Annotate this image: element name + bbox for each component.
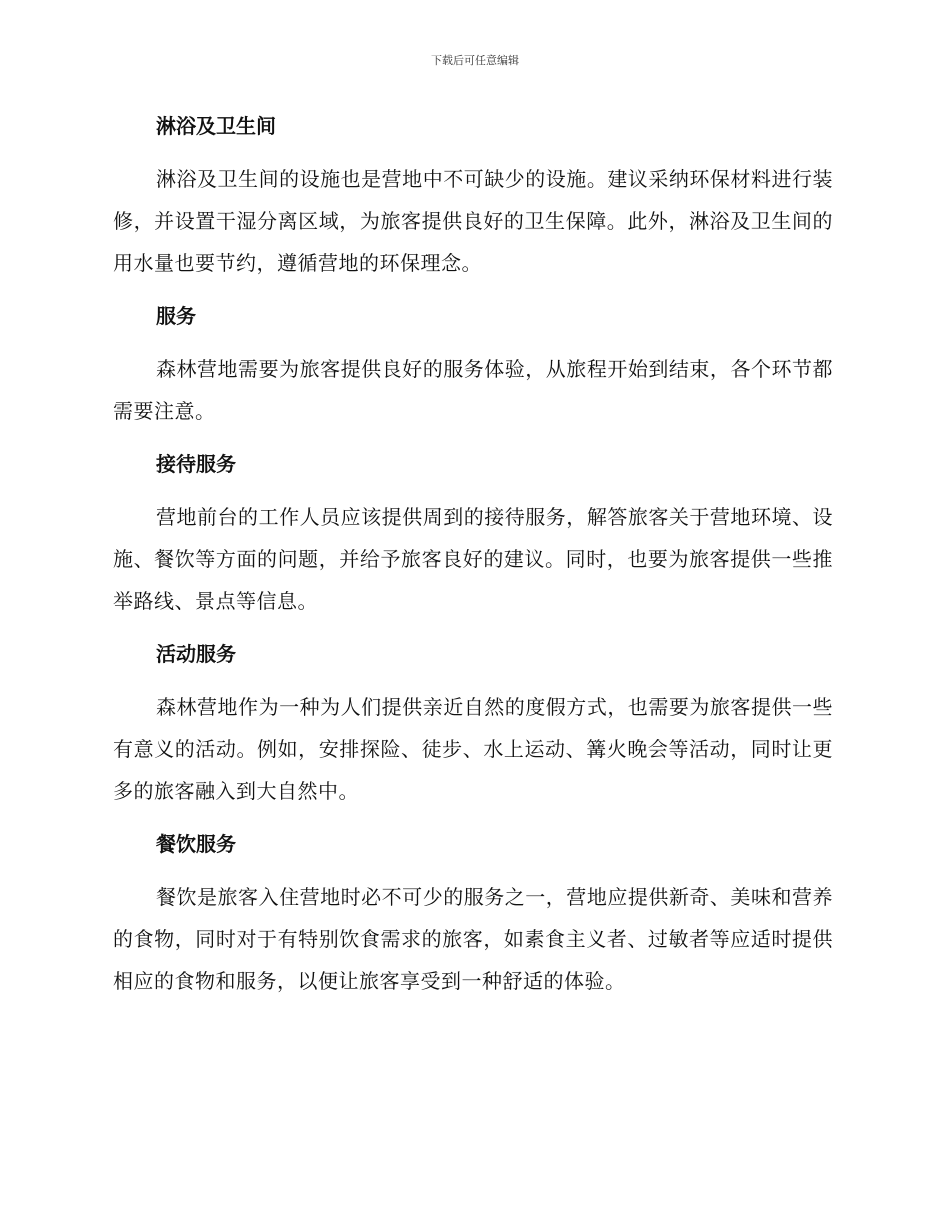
page-header-note: 下载后可任意编辑 [431,54,519,67]
section-paragraph: 淋浴及卫生间的设施也是营地中不可缺少的设施。建议采纳环保材料进行装修，并设置干湿分离区域，为旅客提供良好的卫生保障。此外，淋浴及卫生间的用水量也要节约，遵循营地的环保理念。 [113,167,833,275]
section-paragraph: 餐饮是旅客入住营地时必不可少的服务之一，营地应提供新奇、美味和营养的食物，同时对于有特别饮食需求的旅客，如素食主义者、过敏者等应适时提供相应的食物和服务，以便让旅客享受到一种舒适的体验。 [113,885,833,993]
section-heading: 活动服务 [156,642,236,666]
section-reception-service [113,446,833,622]
section-heading: 淋浴及卫生间 [156,114,276,138]
section-heading: 接待服务 [156,452,236,476]
section-dining-service [113,826,833,1002]
section-service [113,298,833,432]
section-paragraph: 营地前台的工作人员应该提供周到的接待服务，解答旅客关于营地环境、设施、餐饮等方面的问题，并给予旅客良好的建议。同时，也要为旅客提供一些推举路线、景点等信息。 [113,505,833,613]
document-body [113,108,833,1016]
section-paragraph: 森林营地作为一种为人们提供亲近自然的度假方式，也需要为旅客提供一些有意义的活动。例如，安排探险、徒步、水上运动、篝火晚会等活动，同时让更多的旅客融入到大自然中。 [113,695,833,803]
section-heading: 餐饮服务 [156,832,236,856]
section-heading: 服务 [156,304,196,328]
section-shower-restroom [113,108,833,284]
section-activity-service [113,636,833,812]
section-paragraph: 森林营地需要为旅客提供良好的服务体验，从旅程开始到结束，各个环节都需要注意。 [113,357,833,423]
